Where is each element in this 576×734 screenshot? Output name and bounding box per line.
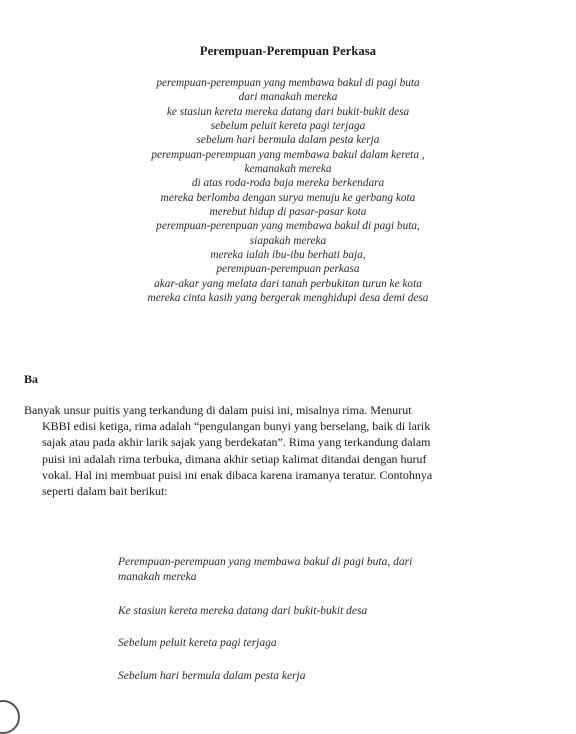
poem-title: Perempuan-Perempuan Perkasa (199, 44, 377, 58)
example-stanza (118, 604, 538, 619)
poem-line: mereka cinta kasih yang bergerak menghidupi desa demi desa (147, 292, 429, 305)
stanza-line: manakah mereka (118, 570, 197, 583)
poem-line: sebelum peluit kereta pagi terjaga (210, 120, 366, 133)
poem-line: ke stasiun kereta mereka datang dari bukit-bukit desa (166, 105, 410, 118)
paragraph-line: sajak atau pada akhir larik sajak yang berdekatan”. Rima yang terkandung dalam (42, 435, 431, 450)
stanza-line: Perempuan-perempuan yang membawa bakul di pagi buta, dari (118, 556, 413, 568)
poem-line: perempuan-perenpuan yang membawa bakul di pagi buta, (156, 220, 420, 233)
paragraph-line: seperti dalam bait berikut: (42, 484, 168, 499)
stanza-line: Sebelum hari bermula dalam pesta kerja (118, 670, 306, 682)
poem-line: merebut hidup di pasar-pasar kota (209, 206, 367, 219)
section-label: Ba (24, 372, 39, 386)
paragraph-line: KBBI edisi ketiga, rima adalah “pengulangan bunyi yang berselang, baik di larik (42, 419, 431, 434)
stanza-line: Ke stasiun kereta mereka datang dari bukit-bukit desa (118, 605, 368, 617)
example-stanza (118, 669, 538, 684)
paragraph-line: vokal. Hal ini membuat puisi ini enak dibaca karena iramanya teratur. Contohnya (42, 467, 433, 482)
poem-line: perempuan-perempuan perkasa (216, 263, 360, 276)
paragraph-line: puisi ini adalah rima terbuka, dimana akhir setiap kalimat ditandai dengan huruf (42, 451, 427, 466)
poem-line: perempuan-perempuan yang membawa bakul dalam kereta , (151, 148, 425, 161)
example-stanza (118, 555, 538, 584)
poem-line: mereka ialah ibu-ibu berhati baja, (210, 249, 366, 262)
poem-body (60, 76, 516, 306)
poem-line: sebelum hari bermula dalam pesta kerja (196, 134, 380, 147)
poem-line: di atas roda-roda baja mereka berkendara (191, 177, 385, 190)
poem-line: siapakah mereka (249, 234, 327, 247)
stanza-line: Sebelum peluit kereta pagi terjaga (118, 637, 277, 649)
poem-line: mereka berlomba dengan surya menuju ke gerbang kota (160, 191, 416, 204)
analysis-paragraph (24, 402, 534, 499)
poem-line: dari manakah mereka (238, 91, 338, 104)
poem-line: kemanakah mereka (244, 163, 332, 176)
poem-line: perempuan-perempuan yang membawa bakul di pagi buta (156, 77, 420, 89)
paragraph-line: Banyak unsur puitis yang terkandung di dalam puisi ini, misalnya rima. Menurut (24, 403, 412, 417)
corner-circle-icon (0, 700, 20, 734)
poem-line: akar-akar yang melata dari tanah perbukitan turun ke kota (154, 277, 422, 290)
example-stanza (118, 636, 538, 651)
